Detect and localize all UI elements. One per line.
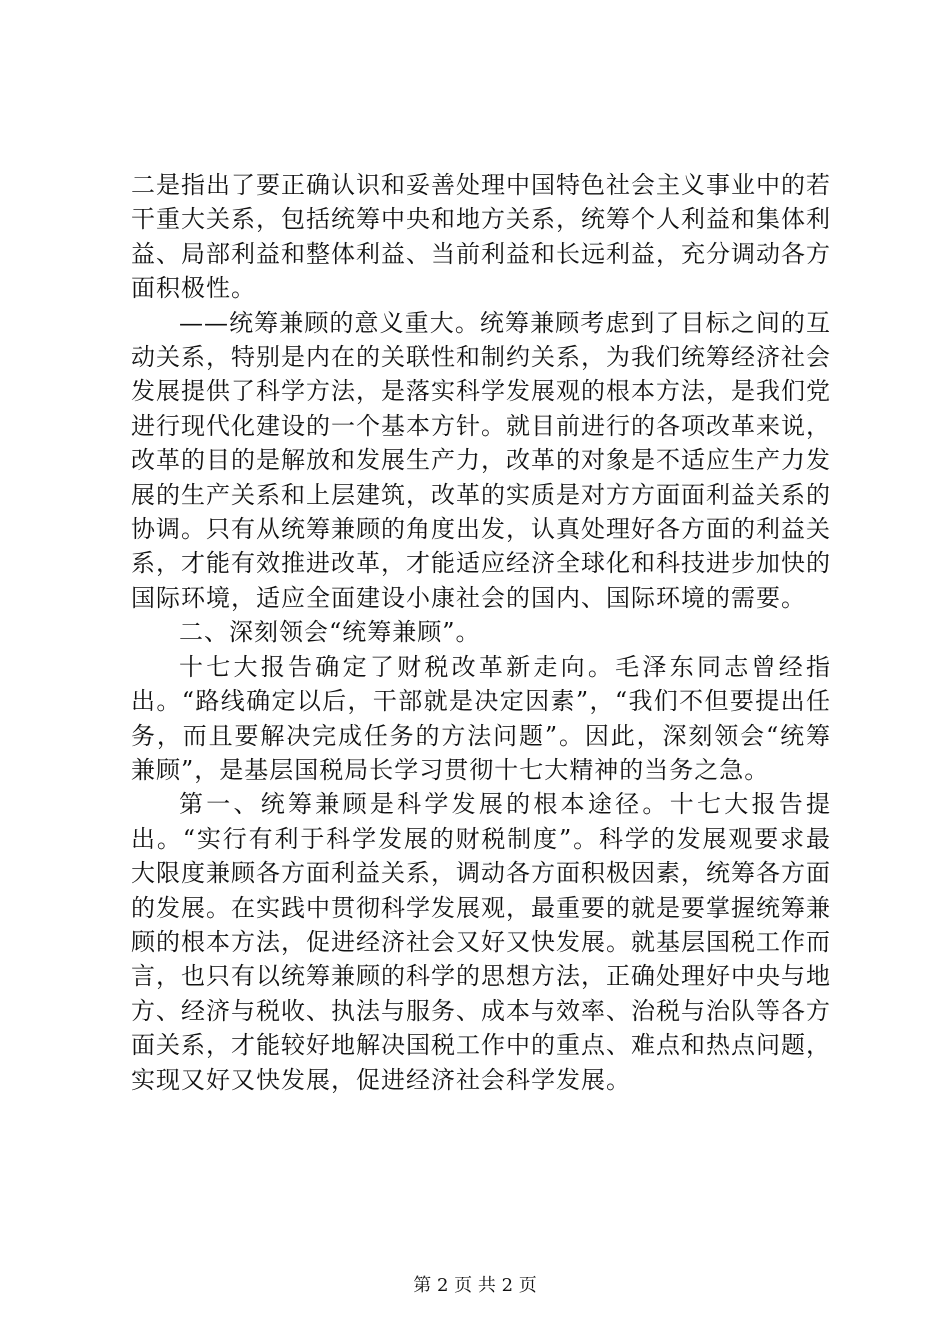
page-footer: 第 2 页 共 2 页 xyxy=(413,1275,537,1296)
document-body xyxy=(131,168,831,1097)
paragraph-reform-direction: 十七大报告确定了财税改革新走向。毛泽东同志曾经指出。“路线确定以后，干部就是决定因素”，“我们不但要提出任务，而且要解决完成任务的方法问题”。因此，深刻领会“统筹兼顾”，是基层国税局长学习贯彻十七大精神的当务之急。 xyxy=(131,652,831,784)
paragraph-first-point: 第一、统筹兼顾是科学发展的根本途径。十七大报告提出。“实行有利于科学发展的财税制度”。科学的发展观要求最大限度兼顾各方面利益关系，调动各方面积极因素，统筹各方面的发展。在实践中贯彻科学发展观，最重要的就是要掌握统筹兼顾的根本方法，促进经济社会又好又快发展。就基层国税工作而言，也只有以统筹兼顾的科学的思想方法，正确处理好中央与地方、经济与税收、执法与服务、成本与效率、治税与治队等各方面关系，才能较好地解决国税工作中的重点、难点和热点问题，实现又好又快发展，促进经济社会科学发展。 xyxy=(131,790,831,1094)
section-heading: 二、深刻领会“统筹兼顾”。 xyxy=(179,618,481,647)
paragraph-significance: ——统筹兼顾的意义重大。统筹兼顾考虑到了目标之间的互动关系，特别是内在的关联性和制约关系，为我们统筹经济社会发展提供了科学方法，是落实科学发展观的根本方法，是我们党进行现代化建设的一个基本方针。就目前进行的各项改革来说，改革的目的是解放和发展生产力，改革的对象是不适应生产力发展的生产关系和上层建筑，改革的实质是对方方面面利益关系的协调。只有从统筹兼顾的角度出发，认真处理好各方面的利益关系，才能有效推进改革，才能适应经济全球化和科技进步加快的国际环境，适应全面建设小康社会的国内、国际环境的需要。 xyxy=(131,308,831,612)
paragraph-continuation: 二是指出了要正确认识和妥善处理中国特色社会主义事业中的若干重大关系，包括统筹中央和地方关系，统筹个人利益和集体利益、局部利益和整体利益、当前利益和长远利益，充分调动各方面积极性。 xyxy=(131,171,831,303)
